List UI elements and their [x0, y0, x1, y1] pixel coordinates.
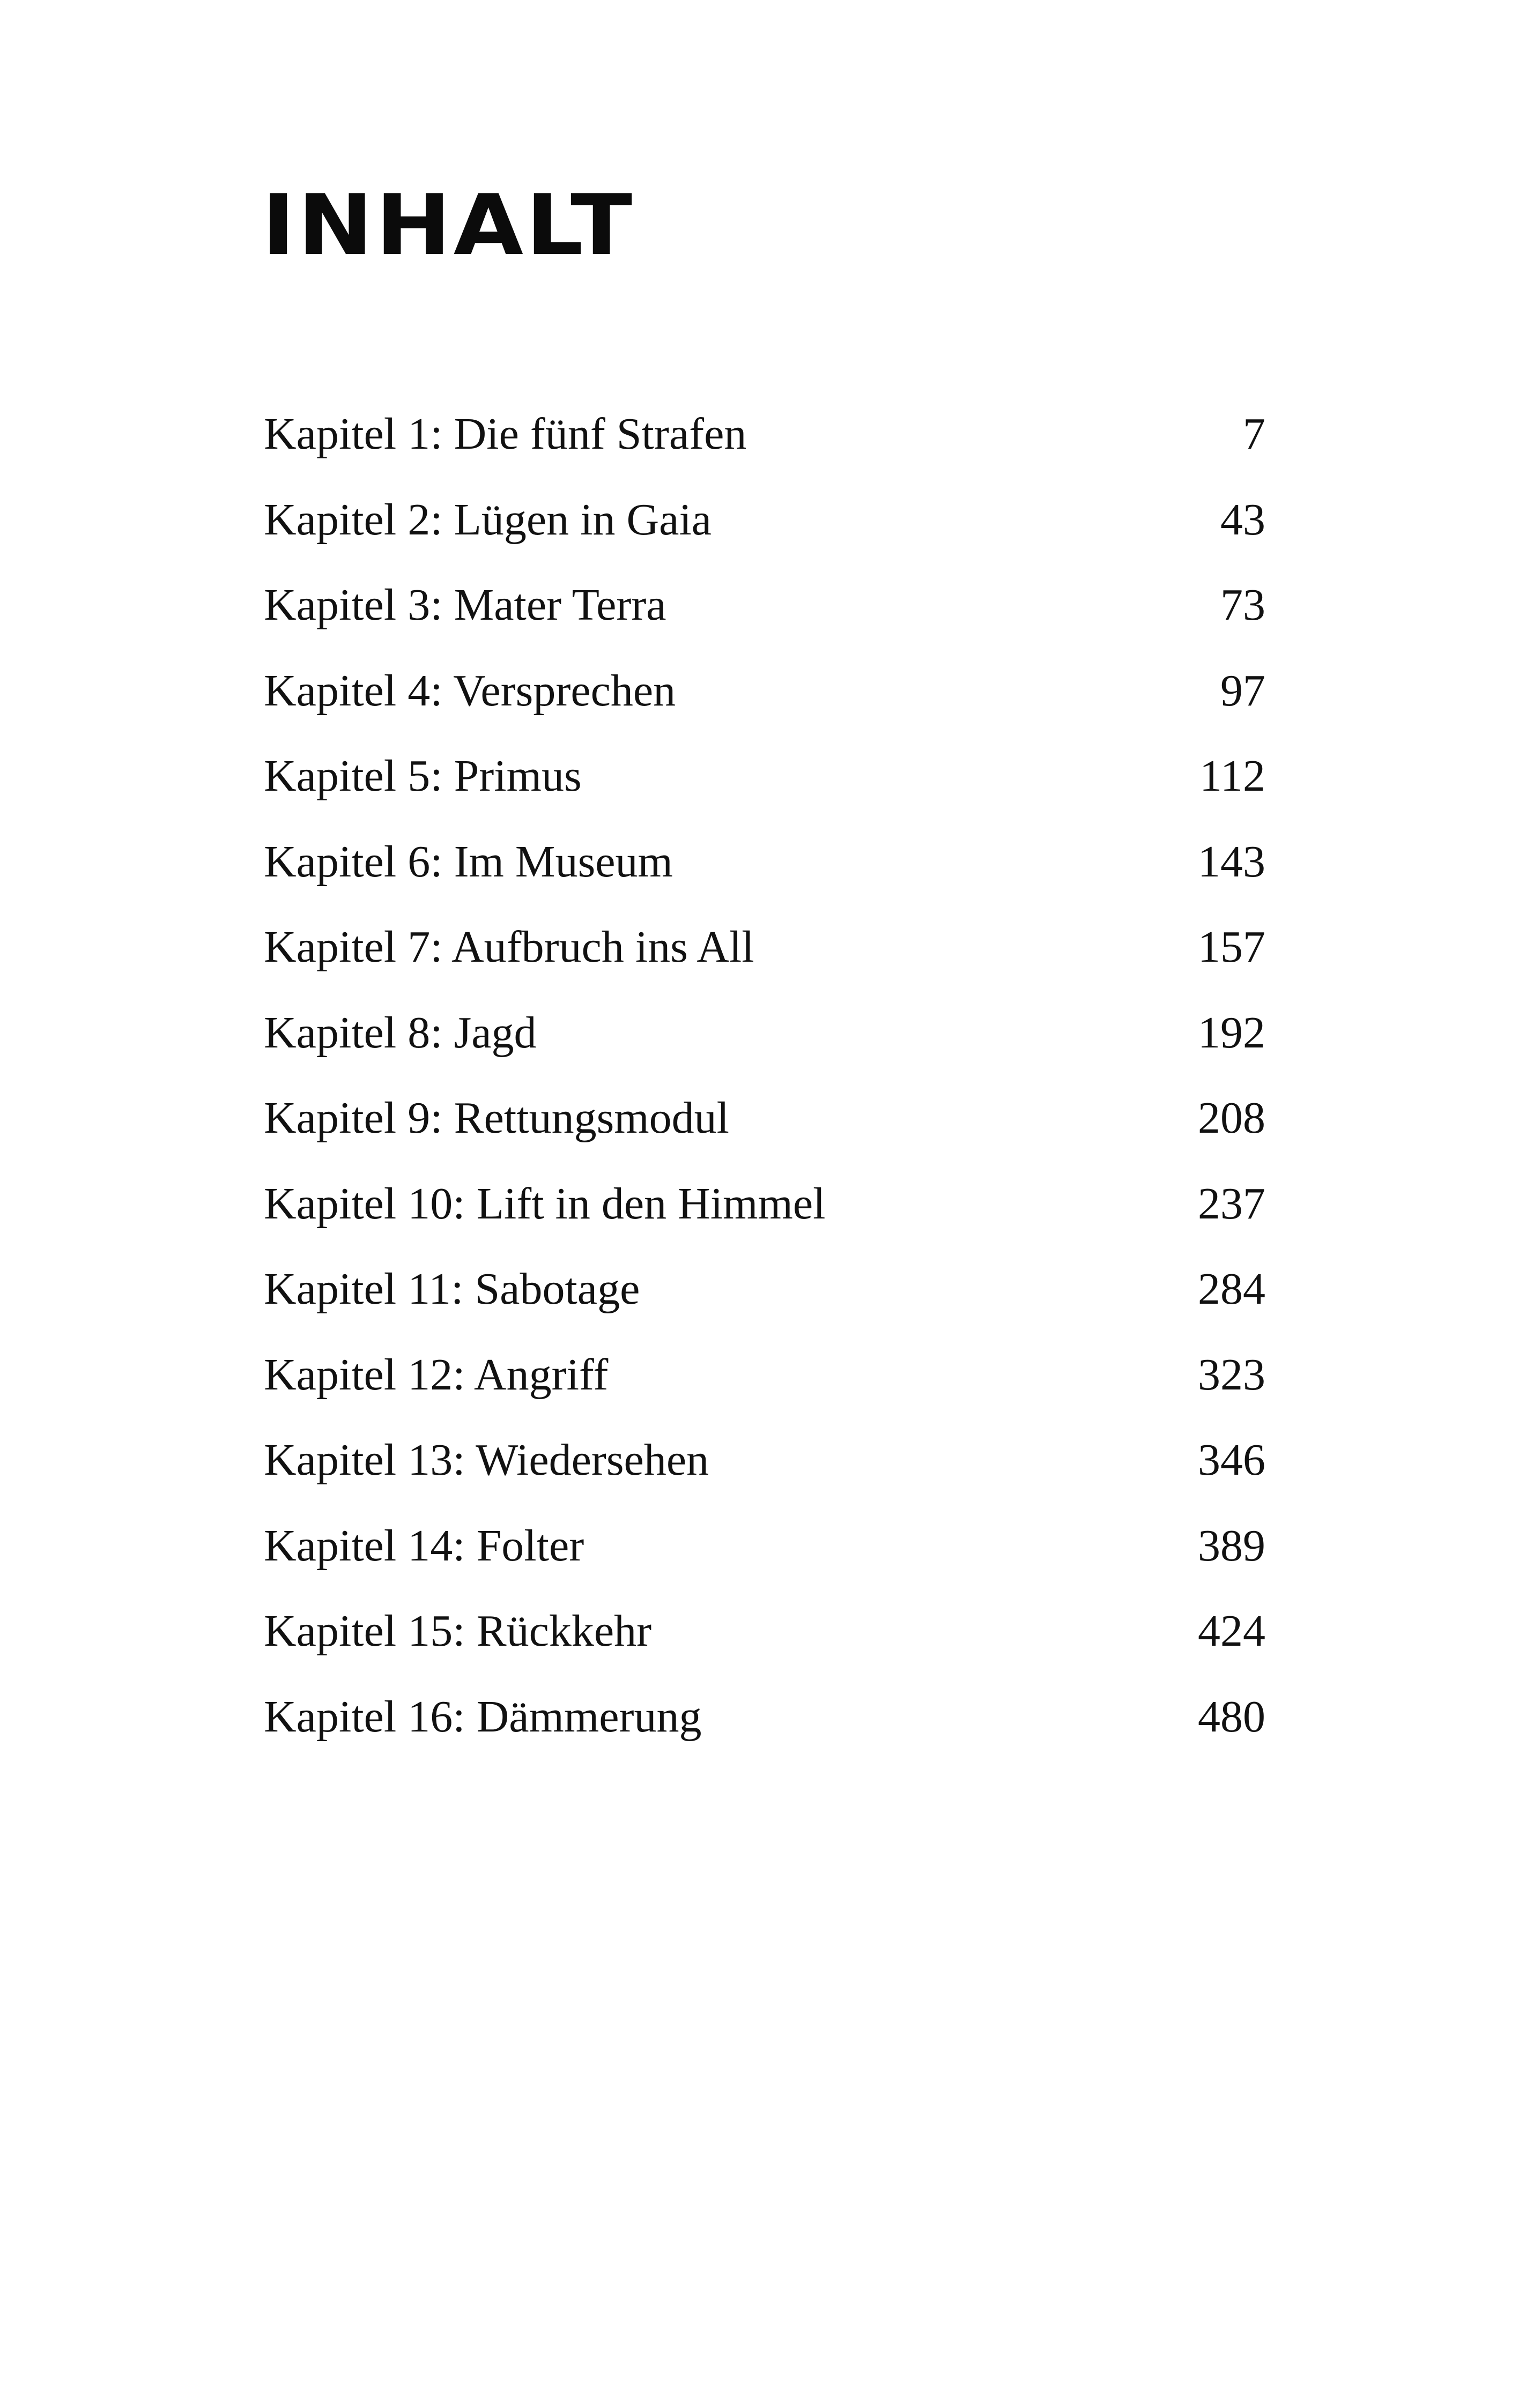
toc-entry-label: Kapitel 1: Die fünf Strafen: [264, 409, 747, 459]
page-title: INHALT: [262, 176, 635, 274]
toc-entry-page-number: 480: [1198, 1691, 1265, 1742]
toc-entry-page-number: 112: [1199, 751, 1265, 801]
toc-entry-label: Kapitel 3: Mater Terra: [264, 580, 666, 630]
toc-entry-page-number: 389: [1198, 1520, 1265, 1571]
toc-entry-page-number: 284: [1198, 1264, 1265, 1314]
toc-entry-label: Kapitel 9: Rettungsmodul: [264, 1093, 729, 1143]
toc-entry: [264, 1086, 1265, 1172]
toc-entry-page-number: 424: [1198, 1606, 1265, 1656]
toc-entry-page-number: 192: [1198, 1007, 1265, 1058]
toc-entry-label: Kapitel 8: Jagd: [264, 1007, 537, 1058]
toc-entry-label: Kapitel 14: Folter: [264, 1520, 584, 1571]
toc-entry: [264, 573, 1265, 659]
toc-entry: [264, 830, 1265, 916]
toc-entry-page-number: 346: [1198, 1435, 1265, 1485]
toc-entry: [264, 488, 1265, 574]
toc-entry-label: Kapitel 6: Im Museum: [264, 836, 673, 887]
toc-entry: [264, 744, 1265, 830]
toc-entry-label: Kapitel 11: Sabotage: [264, 1264, 640, 1314]
table-of-contents: [264, 402, 1265, 1770]
toc-entry: [264, 1257, 1265, 1343]
toc-entry: [264, 1428, 1265, 1514]
toc-entry: [264, 1172, 1265, 1258]
toc-entry: [264, 402, 1265, 488]
toc-entry: [264, 1001, 1265, 1087]
toc-entry-label: Kapitel 13: Wiedersehen: [264, 1435, 709, 1485]
toc-entry-page-number: 73: [1220, 580, 1265, 630]
toc-entry-page-number: 143: [1198, 836, 1265, 887]
toc-entry-label: Kapitel 2: Lügen in Gaia: [264, 494, 712, 545]
toc-entry-label: Kapitel 5: Primus: [264, 751, 582, 801]
toc-entry: [264, 1685, 1265, 1771]
toc-entry: [264, 915, 1265, 1001]
toc-entry-label: Kapitel 15: Rückkehr: [264, 1606, 652, 1656]
toc-entry-page-number: 323: [1198, 1349, 1265, 1400]
toc-entry-label: Kapitel 12: Angriff: [264, 1349, 609, 1400]
toc-entry-page-number: 208: [1198, 1093, 1265, 1143]
toc-entry-page-number: 157: [1198, 922, 1265, 972]
toc-entry-page-number: 7: [1243, 409, 1265, 459]
toc-entry: [264, 1514, 1265, 1600]
toc-entry-label: Kapitel 16: Dämmerung: [264, 1691, 702, 1742]
toc-entry: [264, 1599, 1265, 1685]
toc-entry-label: Kapitel 7: Aufbruch ins All: [264, 922, 754, 972]
toc-entry: [264, 659, 1265, 745]
toc-entry-page-number: 97: [1220, 665, 1265, 716]
toc-entry-page-number: 237: [1198, 1178, 1265, 1229]
toc-entry: [264, 1343, 1265, 1429]
toc-entry-label: Kapitel 10: Lift in den Himmel: [264, 1178, 826, 1229]
toc-entry-label: Kapitel 4: Versprechen: [264, 665, 676, 716]
toc-entry-page-number: 43: [1220, 494, 1265, 545]
